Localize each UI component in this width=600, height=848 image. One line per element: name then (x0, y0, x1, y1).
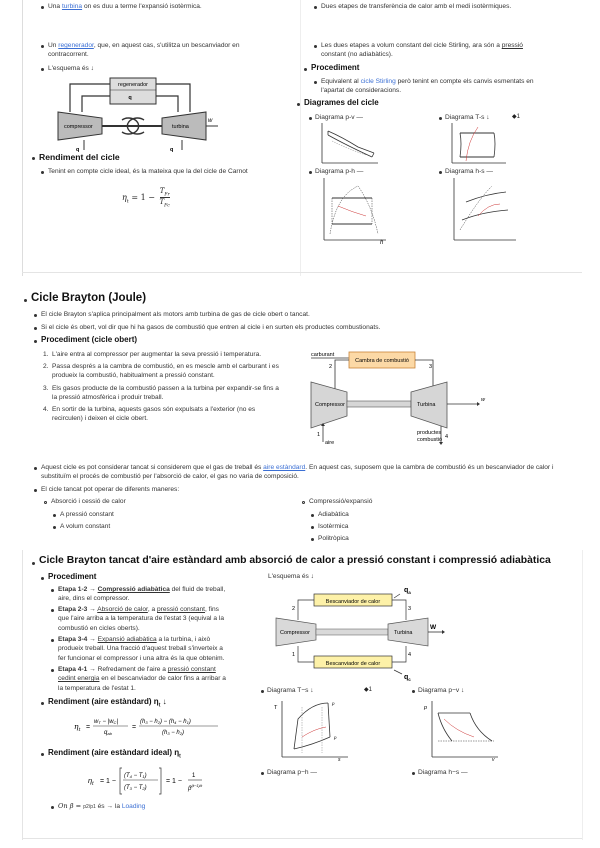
heat-item-2: A volum constant (60, 523, 111, 530)
closed-rend-ideal-formula (86, 764, 226, 798)
carburant-label: carburant (311, 352, 335, 358)
hs-label-top: Diagrama h-s — (445, 168, 494, 175)
pv-label-top: Diagrama p-v — (315, 114, 364, 121)
adiabatic-compression-link[interactable]: Compressió adiabàtica (97, 586, 170, 593)
hs-diagram-top (448, 176, 518, 246)
svg-text:2: 2 (292, 606, 296, 612)
cedint-energia-link[interactable]: cedint energia (58, 675, 100, 683)
svg-text:=: = (86, 724, 91, 731)
ph-diagram-top (318, 176, 388, 246)
closed-scheme-label: L'esquema és ↓ (268, 573, 314, 580)
compressor-open-label: Compressor (315, 402, 345, 408)
rendiment-title: Rendiment del cicle (39, 152, 120, 162)
closed-brayton-title: Cicle Brayton tancat d'aire estàndard amb absorció de calor a pressió constant i compressió adiabàtica (39, 555, 551, 566)
closed-rend-formula (72, 712, 222, 740)
step-2a: Passa després a la cambra de combustió, en es mescle amb el carburant i es (52, 363, 279, 370)
regenerator-label: regenerador (118, 82, 148, 88)
stirling-link[interactable]: cicle Stirling (360, 78, 396, 85)
constant-pressure-link-2[interactable]: pressió constant (167, 666, 216, 673)
step-1: L'aire entra al compressor per augmentar la seva pressió i temperatura. (52, 351, 262, 358)
svg-text:wT − |wC|: wT − |wC| (94, 719, 118, 725)
carnot-formula: $\eta_t = 1$ − $T_{Fr}$ $T_{Fc}$ (122, 187, 170, 209)
step-3a: Els gasos producte de la combustió passen a la turbina per expandir-se fins a (52, 385, 279, 392)
stage-1-2: Etapa 1-2 → Compressió adiabàtica del fluid de treball, aire, dins el compressor. (58, 586, 226, 603)
svg-text:3: 3 (429, 364, 433, 370)
svg-text:s: s (338, 757, 341, 763)
compressor-label: compressor (64, 124, 93, 130)
pressio-link[interactable]: pressió (501, 42, 523, 49)
stage-3-4: Etapa 3-4 → Expansió adiabàtica a la turbina, i això produeix treball. Una fracció d'aquest treball s'inverteix a fer funcionar el compressor i una altra és la que obtenim. (58, 636, 225, 662)
heat-exchanger-bottom-label: Bescanviador de calor (325, 661, 381, 667)
svg-text:= 1 −: = 1 − (100, 778, 116, 785)
diagrames-title: Diagrames del cicle (304, 98, 379, 107)
step-4b: recirculen) i deixen el cicle obert. (52, 415, 149, 422)
bullet-turbina: Una turbina on es duu a terme l'expansió isotèrmica. (48, 3, 202, 10)
w-label: w (208, 118, 213, 124)
combustion-chamber-label: Cambra de combustió (355, 358, 409, 364)
svg-text:3: 3 (408, 606, 412, 612)
svg-text:2: 2 (329, 364, 333, 370)
pv-label-closed: Diagrama p−v ↓ (418, 687, 465, 694)
brayton-title: Cicle Brayton (Joule) (31, 292, 147, 304)
svg-text:=: = (132, 724, 137, 731)
svg-text:p: p (424, 705, 428, 711)
svg-text:4: 4 (408, 652, 412, 658)
svg-text:combustió: combustió (417, 437, 443, 443)
productes-label: productes (417, 430, 442, 436)
ericsson-diagram (50, 74, 220, 154)
brayton-proc-title: Procediment (cicle obert) (41, 335, 138, 344)
comp-item-2: Isotèrmica (318, 523, 349, 530)
ts-diagram-top (448, 121, 508, 167)
aire-estandard-link[interactable]: aire estàndard (263, 464, 306, 471)
procediment-text-top: Equivalent al cicle Stirling però tenint en compte els canvis esmentats en l'apartat de consideracions. (321, 78, 534, 95)
ts-label-top: Diagrama T-s ↓ (445, 114, 490, 121)
svg-text:ηt: $\eta_t$ (88, 776, 94, 787)
closed-rend-title: Rendiment (aire estàndard) $\eta_t$ ↓ (48, 697, 167, 709)
pv-diagram-closed (422, 697, 502, 763)
step-num-3: 3. (43, 385, 49, 392)
ph-label-top: Diagrama p-h — (315, 168, 364, 175)
qc-diagram-label: $q_c$ (404, 674, 411, 682)
ts-diagram-closed (272, 697, 352, 763)
heat-title: Absorció i cessió de calor (51, 498, 126, 505)
stage-4-1: Etapa 4-1 → Refredament de l'aire a pressió constant cedint energia en el bescanviador de calor fins a arribar a la temperatura de l'estat 1. (58, 666, 226, 692)
svg-text:(T4 − T1): (T4 − T1) (124, 773, 147, 779)
heat-item-1: A pressió constant (60, 511, 114, 518)
compressor-closed-label: Compressor (280, 630, 310, 636)
step-4a: En sortir de la turbina, aquests gasos són expulsats a l'exterior (no es (52, 406, 256, 413)
svg-text:W: W (430, 624, 437, 631)
svg-text:1: 1 (292, 652, 296, 658)
turbine-open-label: Turbina (417, 402, 436, 408)
svg-text:(h3 − h2): (h3 − h2) (162, 730, 184, 736)
loading-link[interactable]: Loading (121, 803, 146, 810)
svg-text:p: p (334, 735, 337, 740)
svg-text:(h3 − h2) − (h4 − h1): (h3 − h2) − (h4 − h1) (140, 719, 191, 725)
turbina-link[interactable]: turbina (61, 3, 83, 10)
stage-2-3: Etapa 2-3 → Absorció de calor, a pressió constant, fins que l'aire arriba a la temperatura de l'estat 3 (equival a la combustió en cicles oberts). (58, 606, 224, 632)
constant-pressure-link-1[interactable]: pressió constant (157, 606, 206, 613)
ts-badge-closed: ◆1 (364, 687, 372, 693)
q-reg-label: q (128, 95, 132, 101)
comp-item-1: Adiabàtica (318, 511, 349, 518)
pv-diagram-top (318, 121, 380, 167)
step-3b: la pressió atmosfèrica i produir treball. (52, 394, 164, 401)
closed-cycle-text: Aquest cicle es pot considerar tancat si considerem que el gas de treball és aire estàndard. En aquest cas, suposem que la cambra de combustió és un bescanviador de calor i substituïm el procés de combustió per l'absorció de calor, el gas no varia de composició. (41, 464, 554, 481)
comp-title: Compressió/expansió (309, 498, 373, 505)
closed-proc-title: Procediment (48, 572, 97, 581)
step-num-1: 1. (43, 351, 49, 358)
bullet-regenerador: Un regenerador, que, en aquest cas, s'utilitza un bescanviador en contracorrent. (48, 42, 240, 59)
comp-item-3: Politròpica (318, 535, 349, 542)
aire-label: aire (325, 440, 335, 446)
brayton-open-diagram (305, 346, 495, 448)
svg-text:(T3 − T2): (T3 − T2) (124, 785, 147, 791)
step-num-2: 2. (43, 363, 49, 370)
scheme-label: L'esquema és ↓ (48, 65, 94, 72)
turbine-label: turbina (172, 124, 189, 130)
qa-diagram-label: $q_a$ (404, 587, 411, 595)
rendiment-text: Tenint en compte cicle ideal, és la mateixa que la del cicle de Carnot (48, 168, 248, 175)
heat-exchanger-top-label: Bescanviador de calor (325, 599, 381, 605)
svg-text:ηt: $\eta_t$ (74, 722, 81, 733)
ph-label-closed: Diagrama p−h — (267, 769, 318, 776)
modes-text: El cicle tancat pot operar de diferents maneres: (41, 486, 180, 493)
regenerador-link[interactable]: regenerador (58, 42, 94, 49)
brayton-bullet-2: Si el cicle és obert, vol dir que hi ha gasos de combustió que entren al cicle i en surten els productes combustionats. (41, 324, 381, 331)
bullet-isothermal: Dues etapes de transferència de calor amb el medi isotèrmiques. (321, 3, 512, 10)
ts-badge-top: ◆1 (512, 114, 520, 120)
svg-text:β(k−1)/k: $\beta^{(k-1)/k}$ (188, 784, 203, 792)
procediment-title-top: Procediment (311, 63, 360, 72)
svg-text:v: v (492, 757, 495, 763)
svg-text:w: w (481, 397, 485, 403)
beta-definition: On β = p2/p1 és → la Loading (58, 802, 146, 810)
ts-label-closed: Diagrama T−s ↓ (267, 687, 314, 694)
step-num-4: 4. (43, 406, 49, 413)
heat-absorption-link[interactable]: Absorció de calor (97, 606, 148, 613)
bullet-constant-pressure: Les dues etapes a volum constant del cicle Stirling, ara són a pressió constant (no adiabàtics). (321, 42, 523, 59)
svg-text:h: h (380, 240, 384, 246)
qa-label: q (170, 147, 174, 153)
svg-text:1: 1 (192, 773, 196, 779)
svg-text:T: T (274, 705, 278, 711)
svg-text:4: 4 (445, 434, 449, 440)
adiabatic-expansion-link[interactable]: Expansió adiabàtica (97, 636, 157, 643)
qc-label: q (76, 147, 80, 153)
svg-text:p: p (332, 701, 335, 706)
closed-rend-ideal-title: Rendiment (aire estàndard ideal) $\eta_t$ (48, 748, 181, 760)
svg-text:1: 1 (317, 432, 321, 438)
svg-text:= 1 −: = 1 − (166, 778, 182, 785)
turbine-closed-label: Turbina (394, 630, 413, 636)
step-2b: produeix la combustió, habitualment a pressió constant. (52, 372, 215, 379)
hs-label-closed: Diagrama h−s — (418, 769, 468, 776)
svg-text:qab: qab (104, 730, 112, 736)
brayton-bullet-1: El cicle Brayton s'aplica principalment als motors amb turbina de gas de cicle obert o tancat. (41, 311, 310, 318)
brayton-closed-diagram (268, 582, 448, 682)
